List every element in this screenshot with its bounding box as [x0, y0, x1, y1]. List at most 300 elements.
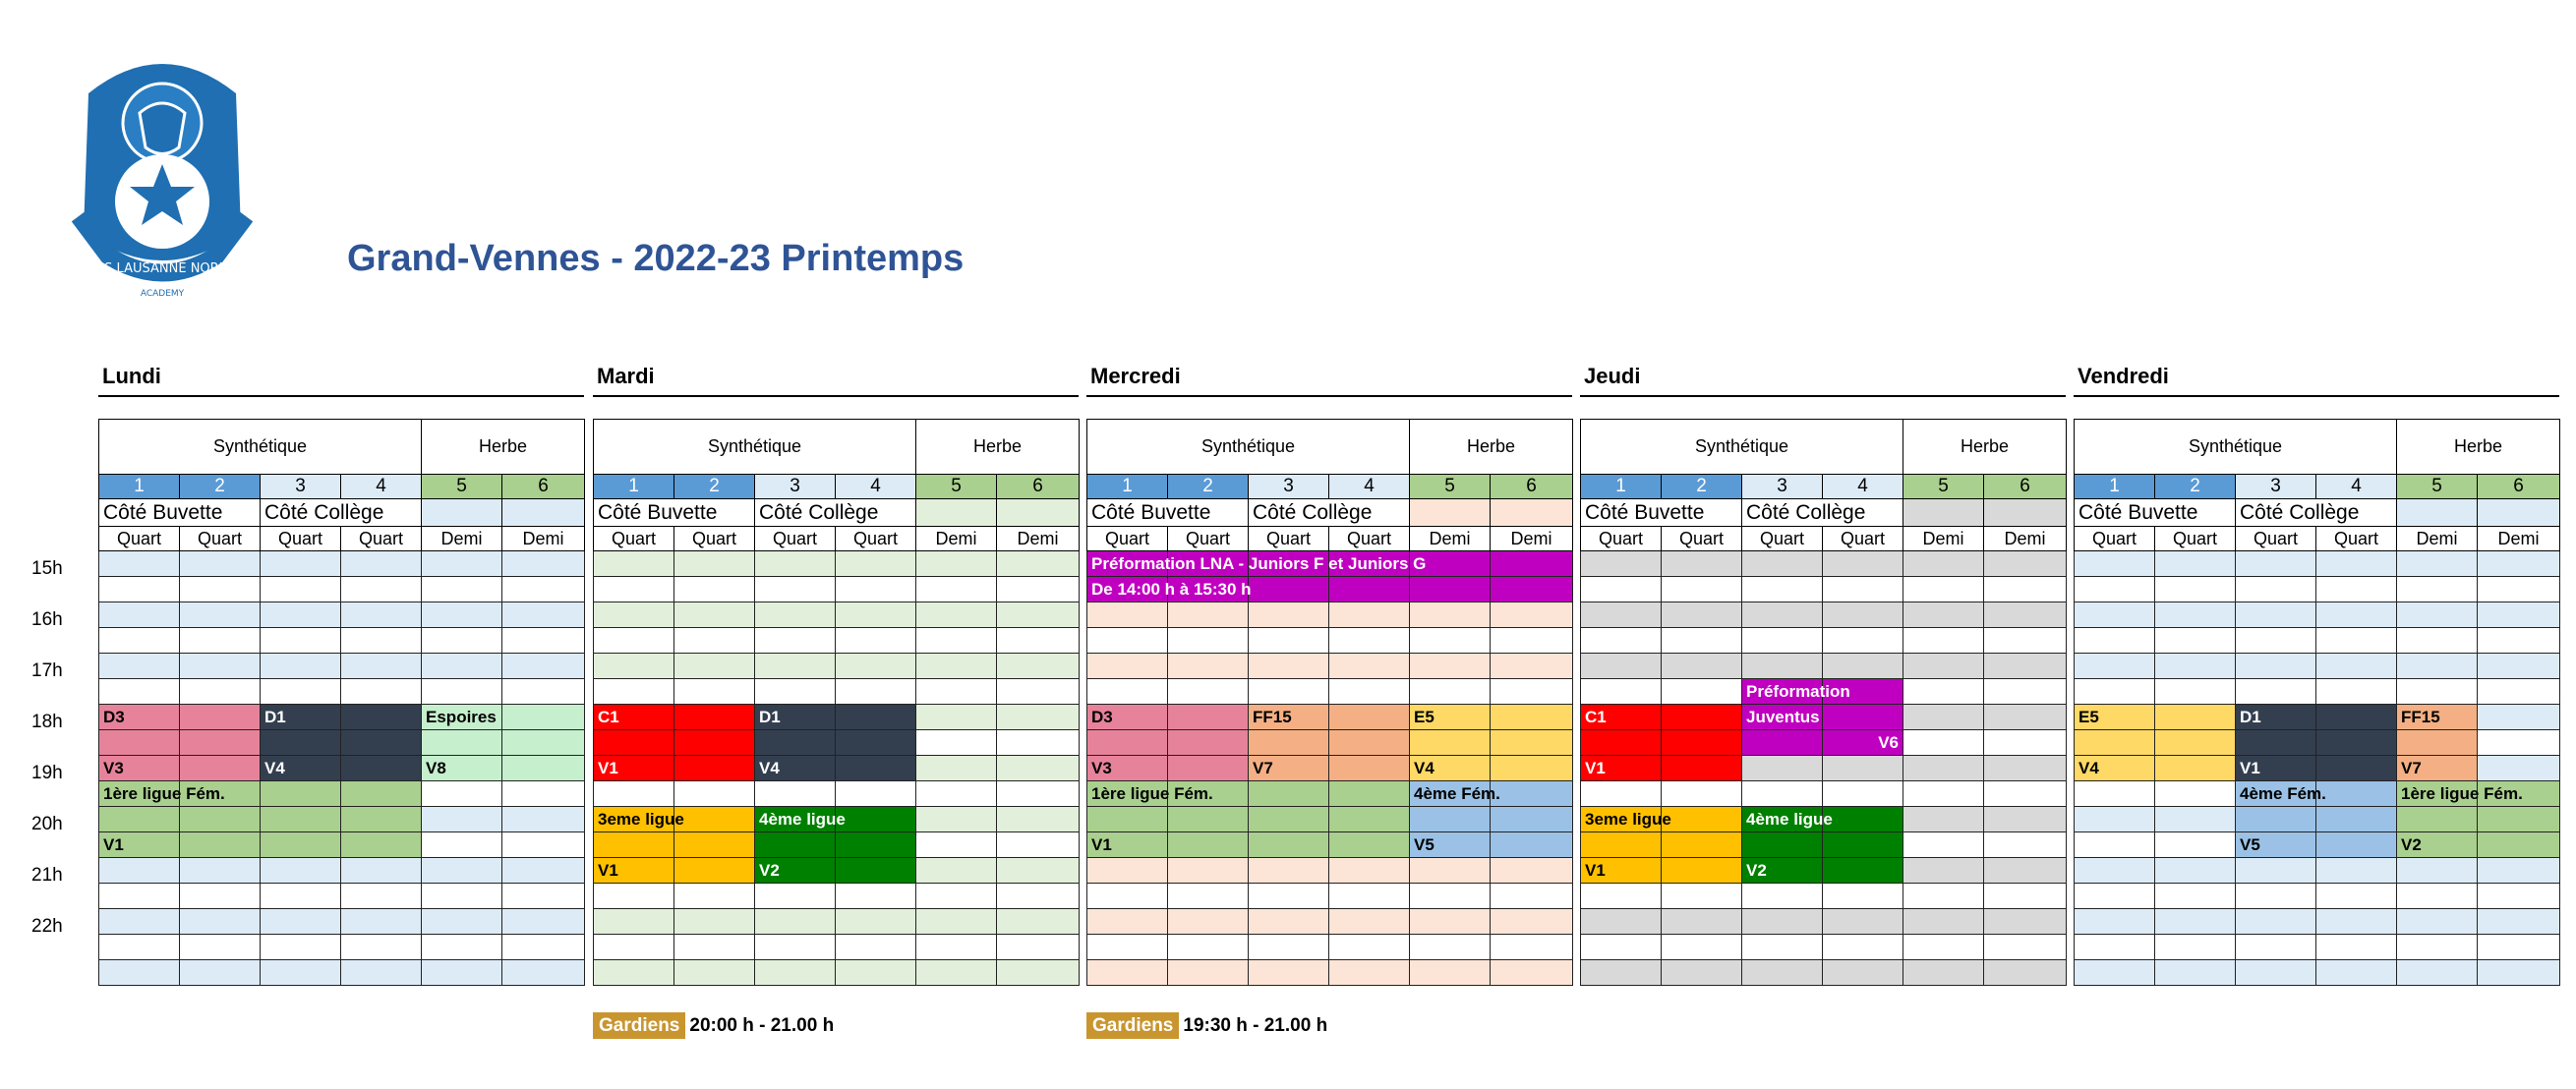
time-slot-cell	[2397, 628, 2478, 654]
time-slot-cell	[836, 679, 916, 705]
time-slot-cell	[1491, 602, 1573, 628]
field-number: 1	[1581, 475, 1662, 499]
time-slot-cell	[2397, 832, 2478, 858]
time-slot-cell	[2478, 807, 2560, 832]
time-slot-row	[1581, 577, 2067, 602]
time-slot-row	[594, 756, 1080, 781]
time-slot-row	[594, 781, 1080, 807]
hour-label: 22h	[31, 916, 63, 937]
event-label: E5	[2078, 707, 2099, 726]
time-slot-cell	[1662, 628, 1742, 654]
time-slot-cell	[2075, 858, 2155, 884]
time-slot-cell	[2155, 551, 2236, 577]
time-slot-cell	[1823, 884, 1903, 909]
schedule-grid	[593, 419, 1080, 986]
time-slot-cell	[1410, 884, 1491, 909]
time-slot-cell	[2316, 935, 2397, 960]
time-slot-cell	[261, 832, 341, 858]
time-slot-cell	[997, 858, 1080, 884]
time-slot-cell	[1742, 807, 1833, 832]
event-label: D3	[103, 707, 125, 726]
time-slot-cell	[2397, 756, 2478, 781]
field-size: Demi	[2397, 527, 2478, 551]
time-slot-cell	[1903, 960, 1984, 986]
time-slot-cell	[997, 551, 1080, 577]
time-slot-cell	[1491, 628, 1573, 654]
time-slot-row	[594, 577, 1080, 602]
time-slot-cell	[997, 781, 1080, 807]
time-slot-cell	[1662, 781, 1742, 807]
time-slot-cell	[2316, 756, 2397, 781]
event-label: 4ème ligue	[1746, 809, 1833, 829]
side-blank	[916, 499, 997, 527]
time-slot-row	[2075, 679, 2560, 705]
time-slot-cell	[422, 679, 502, 705]
time-slot-cell	[261, 730, 341, 756]
time-slot-cell	[1329, 858, 1410, 884]
time-slot-cell	[1903, 884, 1984, 909]
time-slot-cell	[1742, 705, 1823, 730]
time-slot-cell	[1249, 832, 1329, 858]
time-slot-cell	[1410, 602, 1491, 628]
hour-label: 16h	[31, 609, 63, 630]
time-slot-cell	[916, 909, 997, 935]
event-label: V1	[598, 860, 618, 880]
time-slot-cell	[1168, 602, 1249, 628]
time-slot-cell	[261, 884, 341, 909]
time-slot-cell	[1662, 832, 1742, 858]
time-slot-cell	[2397, 654, 2478, 679]
time-slot-cell	[1249, 858, 1329, 884]
time-slot-cell	[1742, 577, 1823, 602]
time-slot-cell	[916, 602, 997, 628]
time-slot-cell	[1087, 628, 1168, 654]
time-slot-cell	[502, 577, 585, 602]
time-slot-cell	[916, 960, 997, 986]
time-slot-cell	[422, 602, 502, 628]
gardiens-note-mardi	[593, 1015, 834, 1037]
time-slot-row	[99, 781, 585, 807]
field-number: 5	[1410, 475, 1491, 499]
time-slot-cell	[502, 832, 585, 858]
side-blank	[1410, 499, 1491, 527]
time-slot-cell	[2075, 781, 2155, 807]
time-slot-row	[1581, 935, 2067, 960]
event-label: Espoires	[426, 707, 497, 726]
time-slot-row	[1087, 807, 1573, 832]
time-slot-cell	[836, 935, 916, 960]
time-slot-cell	[1168, 730, 1249, 756]
time-slot-cell	[1662, 602, 1742, 628]
time-slot-cell	[755, 909, 836, 935]
time-slot-cell	[1329, 781, 1410, 807]
time-slot-cell	[261, 705, 341, 730]
time-slot-cell	[1903, 781, 1984, 807]
event-label: D3	[1091, 707, 1113, 726]
time-slot-cell	[2316, 832, 2397, 858]
time-slot-row	[1581, 730, 2067, 756]
time-slot-row	[2075, 654, 2560, 679]
event-label: D1	[2240, 707, 2261, 726]
time-slot-cell	[836, 807, 916, 832]
time-slot-cell	[1823, 935, 1903, 960]
time-slot-cell	[2075, 807, 2155, 832]
hour-label: 21h	[31, 865, 63, 886]
time-slot-cell	[341, 654, 422, 679]
side-blank	[502, 499, 585, 527]
time-slot-cell	[1823, 909, 1903, 935]
event-label: V4	[2078, 758, 2099, 777]
time-slot-row	[1581, 551, 2067, 577]
time-slot-cell	[594, 884, 674, 909]
time-slot-cell	[261, 935, 341, 960]
time-slot-cell	[1984, 807, 2067, 832]
time-slot-cell	[1329, 884, 1410, 909]
header-herbe: Herbe	[1410, 420, 1573, 475]
time-slot-cell	[1168, 884, 1249, 909]
time-slot-cell	[674, 679, 755, 705]
time-slot-cell	[1249, 730, 1329, 756]
time-slot-cell	[1410, 935, 1491, 960]
time-slot-cell	[594, 858, 674, 884]
time-slot-cell	[341, 705, 422, 730]
field-size: Demi	[1410, 527, 1491, 551]
time-slot-cell	[1984, 858, 2067, 884]
time-slot-cell	[674, 960, 755, 986]
time-slot-row	[1087, 935, 1573, 960]
time-slot-cell	[1903, 577, 1984, 602]
side-blank	[997, 499, 1080, 527]
time-slot-cell	[422, 705, 502, 730]
time-slot-row	[1581, 705, 2067, 730]
time-slot-row	[99, 654, 585, 679]
time-slot-cell	[674, 909, 755, 935]
side-blank	[1984, 499, 2067, 527]
time-slot-cell	[2478, 730, 2560, 756]
time-slot-cell	[2236, 884, 2316, 909]
event-label: V3	[103, 758, 124, 777]
event-label: E5	[1414, 707, 1434, 726]
time-slot-cell	[2478, 679, 2560, 705]
time-slot-cell	[1087, 781, 1213, 807]
time-slot-row	[1087, 577, 1573, 602]
event-label: V6	[1878, 732, 1900, 752]
time-slot-cell	[836, 705, 916, 730]
time-slot-cell	[755, 551, 836, 577]
event-label: Préformation	[1746, 681, 1850, 701]
time-slot-cell	[2316, 730, 2397, 756]
header-synthetique: Synthétique	[2075, 420, 2397, 475]
time-slot-cell	[2316, 577, 2397, 602]
time-slot-cell	[422, 551, 502, 577]
time-slot-cell	[755, 602, 836, 628]
event-label: V3	[1091, 758, 1112, 777]
time-slot-cell	[2075, 832, 2155, 858]
time-slot-cell	[916, 679, 997, 705]
time-slot-row	[1087, 960, 1573, 986]
header-synthetique: Synthétique	[99, 420, 422, 475]
time-slot-cell	[1410, 960, 1491, 986]
time-slot-cell	[1329, 935, 1410, 960]
event-label: 4ème Fém.	[1414, 783, 1500, 803]
time-slot-cell	[674, 551, 755, 577]
field-number: 6	[1491, 475, 1573, 499]
event-label: V4	[264, 758, 285, 777]
time-slot-cell	[2316, 654, 2397, 679]
time-slot-cell	[2236, 551, 2316, 577]
time-slot-cell	[2316, 781, 2397, 807]
time-slot-row	[99, 551, 585, 577]
time-slot-cell	[341, 577, 422, 602]
time-slot-cell	[1742, 628, 1823, 654]
time-slot-cell	[180, 884, 261, 909]
event-label: Préformation LNA - Juniors F et Juniors G	[1091, 553, 1427, 573]
page-title: Grand-Vennes - 2022-23 Printemps	[347, 238, 965, 279]
field-size: Quart	[261, 527, 341, 551]
time-slot-cell	[1662, 679, 1742, 705]
time-slot-cell	[2478, 909, 2560, 935]
time-slot-row	[1087, 654, 1573, 679]
time-slot-cell	[916, 781, 997, 807]
time-slot-cell	[2316, 628, 2397, 654]
header-herbe: Herbe	[422, 420, 585, 475]
time-slot-cell	[1662, 551, 1742, 577]
time-slot-cell	[1168, 858, 1249, 884]
header-herbe: Herbe	[2397, 420, 2560, 475]
time-slot-cell	[2155, 781, 2236, 807]
event-label: FF15	[2401, 707, 2440, 726]
time-slot-cell	[2075, 551, 2155, 577]
time-slot-cell	[2397, 858, 2478, 884]
time-slot-cell	[1581, 705, 1662, 730]
time-slot-cell	[502, 654, 585, 679]
time-slot-cell	[2236, 858, 2316, 884]
time-slot-cell	[180, 935, 261, 960]
time-slot-row	[2075, 909, 2560, 935]
time-slot-cell	[341, 756, 422, 781]
time-slot-cell	[2316, 679, 2397, 705]
time-slot-cell	[836, 858, 916, 884]
event-label: 1ère ligue Fém.	[1091, 783, 1213, 803]
event-label: 3eme ligue	[1585, 809, 1671, 829]
time-slot-cell	[836, 551, 916, 577]
time-slot-cell	[180, 832, 261, 858]
time-slot-cell	[1903, 551, 1984, 577]
time-slot-row	[594, 602, 1080, 628]
time-slot-row	[1581, 858, 2067, 884]
event-label: V7	[1253, 758, 1273, 777]
time-slot-row	[99, 832, 585, 858]
time-slot-cell	[2075, 730, 2155, 756]
time-slot-cell	[1903, 807, 1984, 832]
time-slot-row	[2075, 884, 2560, 909]
time-slot-cell	[1491, 807, 1573, 832]
event-label: 3eme ligue	[598, 809, 684, 829]
time-slot-row	[99, 679, 585, 705]
time-slot-cell	[2478, 960, 2560, 986]
time-slot-cell	[1581, 551, 1662, 577]
time-slot-cell	[997, 807, 1080, 832]
time-slot-cell	[2316, 705, 2397, 730]
time-slot-cell	[502, 884, 585, 909]
time-slot-row	[1087, 628, 1573, 654]
time-slot-row	[594, 909, 1080, 935]
event-label: 4ème ligue	[759, 809, 846, 829]
time-slot-cell	[1903, 756, 1984, 781]
time-slot-cell	[261, 960, 341, 986]
field-size: Quart	[594, 527, 674, 551]
time-slot-cell	[99, 858, 180, 884]
field-size: Quart	[1329, 527, 1410, 551]
time-slot-row	[99, 960, 585, 986]
event-label: V2	[2401, 834, 2422, 854]
hour-label: 17h	[31, 660, 63, 681]
event-label: V1	[103, 834, 124, 854]
time-slot-row	[1581, 807, 2067, 832]
time-slot-cell	[1742, 935, 1823, 960]
header-herbe: Herbe	[916, 420, 1080, 475]
field-size: Quart	[2075, 527, 2155, 551]
time-slot-cell	[755, 960, 836, 986]
side-blank	[2397, 499, 2478, 527]
side-blank	[1903, 499, 1984, 527]
field-number: 1	[1087, 475, 1168, 499]
time-slot-cell	[1249, 756, 1329, 781]
time-slot-cell	[341, 730, 422, 756]
side-buvette: Côté Buvette	[1581, 499, 1742, 527]
time-slot-cell	[2478, 602, 2560, 628]
time-slot-cell	[674, 756, 755, 781]
time-slot-cell	[1742, 730, 1823, 756]
time-slot-cell	[422, 654, 502, 679]
time-slot-cell	[1662, 884, 1742, 909]
time-slot-cell	[2155, 654, 2236, 679]
time-slot-row	[594, 935, 1080, 960]
time-slot-cell	[916, 551, 997, 577]
time-slot-cell	[341, 628, 422, 654]
field-number: 3	[261, 475, 341, 499]
time-slot-cell	[916, 628, 997, 654]
time-slot-cell	[261, 781, 341, 807]
event-label: De 14:00 h à 15:30 h	[1091, 579, 1252, 599]
time-slot-cell	[916, 858, 997, 884]
time-slot-cell	[2478, 858, 2560, 884]
event-label: V5	[1414, 834, 1434, 854]
field-size: Quart	[836, 527, 916, 551]
time-slot-row	[1581, 628, 2067, 654]
time-slot-cell	[997, 832, 1080, 858]
time-slot-cell	[1329, 730, 1410, 756]
field-number: 5	[422, 475, 502, 499]
time-slot-row	[1087, 602, 1573, 628]
time-slot-row	[99, 884, 585, 909]
time-slot-cell	[1168, 679, 1249, 705]
time-slot-cell	[2397, 960, 2478, 986]
time-slot-cell	[997, 705, 1080, 730]
time-slot-cell	[99, 679, 180, 705]
time-slot-cell	[261, 577, 341, 602]
time-slot-cell	[422, 807, 502, 832]
time-slot-cell	[2075, 935, 2155, 960]
time-slot-cell	[180, 628, 261, 654]
time-slot-cell	[2155, 577, 2236, 602]
time-slot-cell	[1410, 781, 1500, 807]
time-slot-cell	[2155, 960, 2236, 986]
time-slot-cell	[1491, 577, 1573, 602]
time-slot-cell	[1249, 628, 1329, 654]
time-slot-cell	[594, 960, 674, 986]
time-slot-cell	[755, 858, 836, 884]
time-slot-cell	[1823, 577, 1903, 602]
time-slot-cell	[836, 756, 916, 781]
time-slot-cell	[1903, 602, 1984, 628]
time-slot-cell	[1329, 807, 1410, 832]
time-slot-cell	[1984, 577, 2067, 602]
time-slot-cell	[755, 935, 836, 960]
time-slot-cell	[261, 807, 341, 832]
time-slot-cell	[2075, 679, 2155, 705]
time-slot-cell	[2075, 628, 2155, 654]
time-slot-cell	[2478, 654, 2560, 679]
time-slot-row	[1581, 756, 2067, 781]
side-buvette: Côté Buvette	[594, 499, 755, 527]
time-slot-cell	[1329, 628, 1410, 654]
time-slot-cell	[916, 730, 997, 756]
time-slot-cell	[2316, 909, 2397, 935]
time-slot-cell	[1742, 551, 1823, 577]
time-slot-cell	[502, 602, 585, 628]
time-slot-cell	[594, 909, 674, 935]
time-slot-cell	[1491, 935, 1573, 960]
time-slot-cell	[422, 577, 502, 602]
time-slot-cell	[2316, 602, 2397, 628]
time-slot-cell	[1249, 909, 1329, 935]
time-slot-row	[594, 628, 1080, 654]
time-slot-cell	[1903, 909, 1984, 935]
time-slot-cell	[1823, 960, 1903, 986]
time-slot-cell	[1581, 628, 1662, 654]
time-slot-cell	[1984, 602, 2067, 628]
time-slot-cell	[2397, 705, 2478, 730]
time-slot-cell	[2397, 909, 2478, 935]
time-slot-cell	[1087, 832, 1168, 858]
schedule-grid	[1086, 419, 1573, 986]
event-label: V1	[1091, 834, 1112, 854]
field-number: 4	[2316, 475, 2397, 499]
time-slot-cell	[674, 654, 755, 679]
time-slot-cell	[1087, 577, 1252, 602]
time-slot-cell	[997, 730, 1080, 756]
time-slot-cell	[180, 602, 261, 628]
time-slot-cell	[1249, 960, 1329, 986]
event-label: V4	[759, 758, 780, 777]
time-slot-cell	[755, 781, 836, 807]
time-slot-cell	[261, 551, 341, 577]
field-size: Demi	[2478, 527, 2560, 551]
time-slot-cell	[99, 654, 180, 679]
time-slot-cell	[1410, 832, 1491, 858]
time-slot-row	[1581, 654, 2067, 679]
time-slot-cell	[502, 679, 585, 705]
hour-label: 15h	[31, 558, 63, 579]
time-slot-cell	[1087, 551, 1427, 577]
time-slot-cell	[2155, 756, 2236, 781]
logo-text: AS LAUSANNE NORD	[95, 261, 229, 276]
field-number: 4	[1823, 475, 1903, 499]
time-slot-row	[1581, 909, 2067, 935]
schedule-grid	[2074, 419, 2560, 986]
side-blank	[422, 499, 502, 527]
